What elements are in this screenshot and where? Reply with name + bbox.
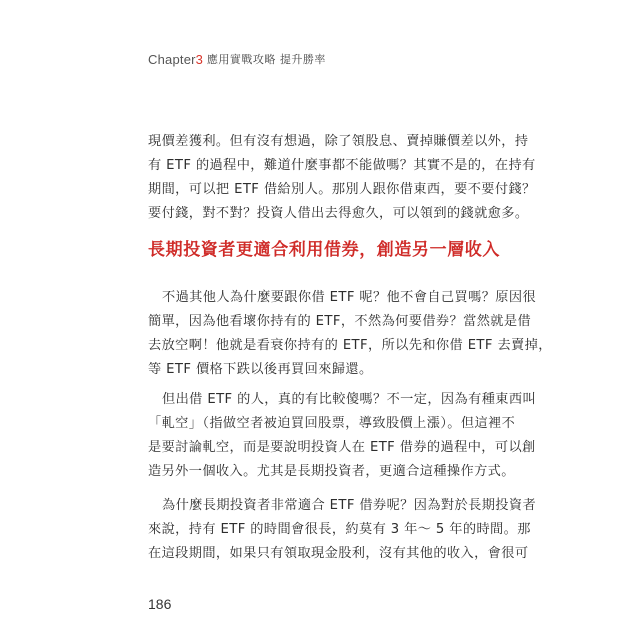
text-line: 等 ETF 價格下跌以後再買回來歸還。 <box>148 362 373 377</box>
text-line: 去放空啊！他就是看衰你持有的 ETF，所以先和你借 ETF 去賣掉， <box>148 338 552 353</box>
chapter-number: 3 <box>195 51 203 67</box>
text-line: 在這段期間，如果只有領取現金股利，沒有其他的收入，會很可 <box>148 546 529 561</box>
text-line: 但出借 ETF 的人，真的有比較傻嗎？不一定，因為有種東西叫 <box>162 392 537 407</box>
text-line: 造另外一個收入。尤其是長期投資者，更適合這種操作方式。 <box>148 464 515 479</box>
text-line: 期間，可以把 ETF 借給別人。那別人跟你借東西，要不要付錢？ <box>148 182 536 197</box>
paragraph-3 <box>148 388 537 484</box>
page-number: 186 <box>148 596 172 612</box>
paragraph-4 <box>148 494 537 566</box>
running-head <box>148 50 326 68</box>
text-line: 為什麼長期投資者非常適合 ETF 借券呢？因為對於長期投資者 <box>162 498 537 513</box>
text-line: 要付錢，對不對？投資人借出去得愈久，可以領到的錢就愈多。 <box>148 206 529 221</box>
text-line: 「軋空」（指做空者被迫買回股票，導致股價上漲）。但這裡不 <box>148 416 516 431</box>
text-line: 是要討論軋空，而是要說明投資人在 ETF 借券的過程中，可以創 <box>148 440 536 455</box>
chapter-label: Chapter <box>148 51 196 67</box>
text-line: 來說，持有 ETF 的時間會很長，約莫有 3 年～ 5 年的時間。那 <box>148 522 531 537</box>
text-line: 現價差獲利。但有沒有想過，除了領股息、賣掉賺價差以外，持 <box>148 134 529 149</box>
paragraph-2 <box>148 286 552 382</box>
text-line: 不過其他人為什麼要跟你借 ETF 呢？他不會自己買嗎？原因很 <box>162 290 537 305</box>
paragraph-1 <box>148 130 536 226</box>
text-line: 簡單，因為他看壞你持有的 ETF，不然為何要借券？當然就是借 <box>148 314 532 329</box>
chapter-title: 應用實戰攻略 提升勝率 <box>206 53 326 66</box>
text-line: 有 ETF 的過程中，難道什麼事都不能做嗎？其實不是的，在持有 <box>148 158 536 173</box>
section-heading: 長期投資者更適合利用借券，創造另一層收入 <box>148 240 500 260</box>
